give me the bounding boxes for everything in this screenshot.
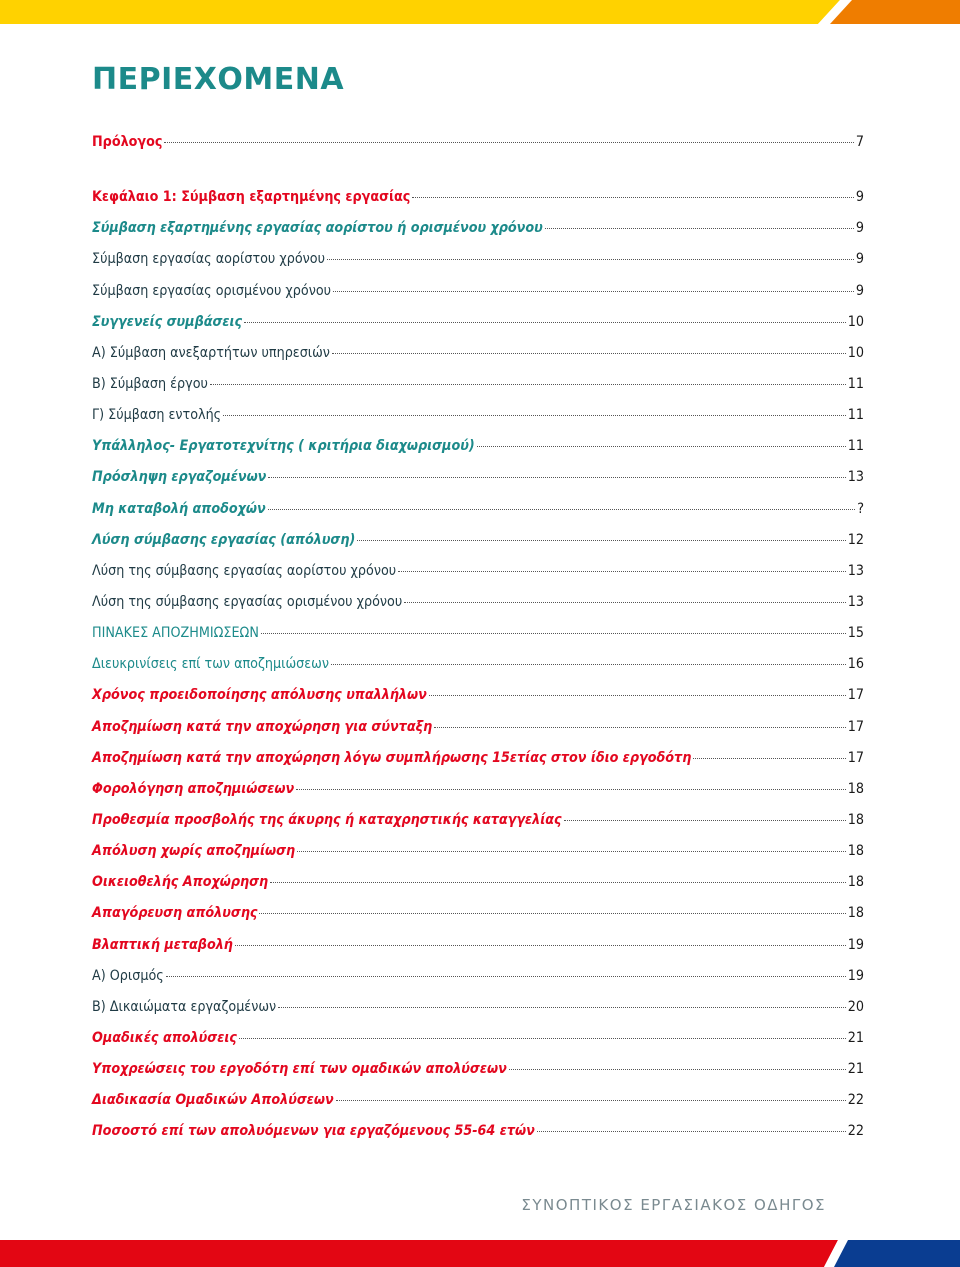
toc-page-number: 10 [847, 313, 864, 330]
toc-entry-title: Γ) Σύμβαση εντολής [92, 407, 222, 424]
toc-entry[interactable] [92, 1123, 864, 1154]
toc-entry-title: Μη καταβολή αποδοχών [92, 500, 266, 517]
toc-leader-dots [259, 913, 845, 914]
toc-entry[interactable] [92, 968, 864, 999]
toc-leader-dots [336, 1100, 846, 1101]
bottom-band-blue [834, 1240, 960, 1267]
toc-page-number: 10 [847, 344, 864, 361]
toc-entry-title: Λύση της σύμβασης εργασίας αορίστου χρόνου [92, 562, 397, 579]
toc-leader-dots [477, 446, 846, 447]
toc-page-number: 9 [855, 220, 864, 237]
toc-leader-dots [564, 820, 846, 821]
toc-entry[interactable] [92, 1061, 864, 1092]
toc-entry[interactable] [92, 501, 864, 532]
toc-leader-dots [239, 1038, 846, 1039]
toc-page-number: 9 [855, 189, 864, 206]
toc-page-number: 15 [847, 625, 864, 642]
toc-entry[interactable] [92, 781, 864, 812]
toc-leader-dots [278, 1007, 846, 1008]
toc-entry[interactable] [92, 687, 864, 718]
toc-leader-dots [261, 633, 846, 634]
toc-entry[interactable] [92, 563, 864, 594]
toc-leader-dots [166, 976, 846, 977]
toc-entry[interactable] [92, 532, 864, 563]
toc-leader-dots [210, 384, 846, 385]
toc-entry[interactable] [92, 594, 864, 625]
toc-entry-title: Απαγόρευση απόλυσης [92, 905, 258, 922]
toc-page-number: 18 [847, 811, 864, 828]
toc-page-number: 22 [847, 1123, 864, 1140]
toc-page-number: 22 [847, 1092, 864, 1109]
toc-entry-title: Βλαπτική μεταβολή [92, 936, 233, 953]
bottom-band-red [0, 1240, 838, 1267]
toc-page-number: 17 [847, 687, 864, 704]
toc-leader-dots [164, 142, 853, 143]
toc-entry-title: Ποσοστό επί των απολυόμενων για εργαζόμενους 55-64 ετών [92, 1123, 535, 1140]
toc-entry-title: Σύμβαση εξαρτημένης εργασίας αορίστου ή ορισμένου χρόνου [92, 220, 543, 237]
toc-entry[interactable] [92, 251, 864, 282]
toc-entry[interactable] [92, 937, 864, 968]
toc-page-number: 11 [847, 438, 864, 455]
toc-entry-title: Αποζημίωση κατά την αποχώρηση λόγω συμπλήρωσης 15ετίας στον ίδιο εργοδότη [92, 749, 692, 766]
table-of-contents [92, 134, 864, 1155]
toc-spacer [92, 165, 864, 189]
toc-entry-title: Πρόσληψη εργαζομένων [92, 469, 267, 486]
toc-leader-dots [296, 789, 846, 790]
toc-entry[interactable] [92, 469, 864, 500]
toc-entry-title: Διαδικασία Ομαδικών Απολύσεων [92, 1092, 334, 1109]
toc-entry[interactable] [92, 376, 864, 407]
toc-entry[interactable] [92, 905, 864, 936]
toc-leader-dots [268, 477, 845, 478]
toc-entry[interactable] [92, 843, 864, 874]
toc-page-number: 11 [847, 375, 864, 392]
footer-label: ΣΥΝΟΠΤΙΚΟΣ ΕΡΓΑΣΙΑΚΟΣ ΟΔΗΓΟΣ [521, 1196, 826, 1214]
toc-leader-dots [270, 882, 846, 883]
toc-entry-title: Σύμβαση εργασίας αορίστου χρόνου [92, 251, 325, 268]
toc-page-number: 19 [847, 967, 864, 984]
toc-entry-title: Υποχρεώσεις του εργοδότη επί των ομαδικών απολύσεων [92, 1061, 507, 1078]
toc-leader-dots [545, 228, 854, 229]
toc-leader-dots [297, 851, 846, 852]
toc-leader-dots [331, 664, 846, 665]
toc-entry-title: Φορολόγηση αποζημιώσεων [92, 780, 295, 797]
toc-entry-title: Β) Σύμβαση έργου [92, 375, 208, 392]
toc-leader-dots [244, 322, 846, 323]
toc-entry-title: Ομαδικές απολύσεις [92, 1029, 237, 1046]
toc-leader-dots [327, 259, 854, 260]
toc-leader-dots [404, 602, 846, 603]
toc-page-number: 17 [847, 749, 864, 766]
toc-page-number: 7 [855, 134, 864, 150]
toc-entry-title: Πρόλογος [92, 134, 163, 150]
toc-leader-dots [235, 945, 846, 946]
top-band-orange [830, 0, 960, 24]
toc-entry[interactable] [92, 189, 864, 220]
toc-leader-dots [412, 197, 854, 198]
toc-entry[interactable] [92, 345, 864, 376]
toc-page-number: 13 [847, 469, 864, 486]
toc-entry-title: Αποζημίωση κατά την αποχώρηση για σύνταξη [92, 718, 433, 735]
toc-leader-dots [357, 540, 845, 541]
toc-entry[interactable] [92, 134, 864, 165]
toc-entry-title: Β) Δικαιώματα εργαζομένων [92, 998, 277, 1015]
toc-leader-dots [429, 695, 846, 696]
toc-page-number: 18 [847, 780, 864, 797]
toc-entry-title: Οικειοθελής Αποχώρηση [92, 874, 269, 891]
toc-leader-dots [268, 509, 856, 510]
toc-page-number: 16 [847, 656, 864, 673]
top-decorative-band [0, 0, 960, 24]
toc-entry-title: Συγγενείς συμβάσεις [92, 313, 243, 330]
toc-entry[interactable] [92, 750, 864, 781]
toc-entry-title: Διευκρινίσεις επί των αποζημιώσεων [92, 656, 329, 673]
toc-entry[interactable] [92, 719, 864, 750]
toc-page-number: 18 [847, 843, 864, 860]
toc-leader-dots [332, 353, 846, 354]
toc-page-number: 21 [847, 1061, 864, 1078]
page-title: ΠΕΡΙΕΧΟΜΕΝΑ [92, 62, 345, 97]
toc-entry[interactable] [92, 874, 864, 905]
toc-leader-dots [223, 415, 846, 416]
toc-entry-title: Κεφάλαιο 1: Σύμβαση εξαρτημένης εργασίας [92, 189, 411, 206]
toc-entry[interactable] [92, 407, 864, 438]
top-band-yellow [0, 0, 840, 24]
toc-entry-title: ΠΙΝΑΚΕΣ ΑΠΟΖΗΜΙΩΣΕΩΝ [92, 625, 259, 642]
toc-entry-title: Λύση της σύμβασης εργασίας ορισμένου χρόνου [92, 593, 403, 610]
toc-leader-dots [509, 1069, 846, 1070]
toc-entry[interactable] [92, 220, 864, 251]
toc-entry[interactable] [92, 438, 864, 469]
toc-entry-title: Λύση σύμβασης εργασίας (απόλυση) [92, 531, 356, 548]
toc-entry-title: Α) Ορισμός [92, 967, 164, 984]
toc-entry[interactable] [92, 999, 864, 1030]
toc-entry-title: Προθεσμία προσβολής της άκυρης ή καταχρηστικής καταγγελίας [92, 811, 562, 828]
toc-page-number: 20 [847, 998, 864, 1015]
toc-page-number: ? [857, 500, 864, 517]
toc-entry[interactable] [92, 812, 864, 843]
toc-entry[interactable] [92, 314, 864, 345]
toc-page-number: 12 [847, 531, 864, 548]
toc-leader-dots [434, 727, 846, 728]
toc-leader-dots [537, 1131, 846, 1132]
toc-page-number: 17 [847, 718, 864, 735]
toc-page-number: 19 [847, 936, 864, 953]
toc-entry[interactable] [92, 1030, 864, 1061]
toc-leader-dots [693, 758, 845, 759]
toc-entry-title: Υπάλληλος- Εργατοτεχνίτης ( κριτήρια διαχωρισμού) [92, 438, 475, 455]
toc-entry[interactable] [92, 1092, 864, 1123]
toc-entry[interactable] [92, 656, 864, 687]
toc-entry[interactable] [92, 625, 864, 656]
toc-entry-title: Σύμβαση εργασίας ορισμένου χρόνου [92, 282, 332, 299]
toc-page-number: 13 [847, 562, 864, 579]
toc-entry[interactable] [92, 283, 864, 314]
toc-leader-dots [398, 571, 846, 572]
toc-page-number: 11 [847, 407, 864, 424]
toc-leader-dots [333, 291, 854, 292]
toc-entry-title: Α) Σύμβαση ανεξαρτήτων υπηρεσιών [92, 344, 330, 361]
toc-page-number: 9 [855, 282, 864, 299]
toc-page-number: 18 [847, 874, 864, 891]
toc-page-number: 21 [847, 1029, 864, 1046]
toc-entry-title: Χρόνος προειδοποίησης απόλυσης υπαλλήλων [92, 687, 427, 704]
bottom-decorative-band [0, 1240, 960, 1267]
toc-page-number: 13 [847, 593, 864, 610]
toc-page-number: 9 [855, 251, 864, 268]
toc-entry-title: Απόλυση χωρίς αποζημίωση [92, 843, 296, 860]
toc-page-number: 18 [847, 905, 864, 922]
